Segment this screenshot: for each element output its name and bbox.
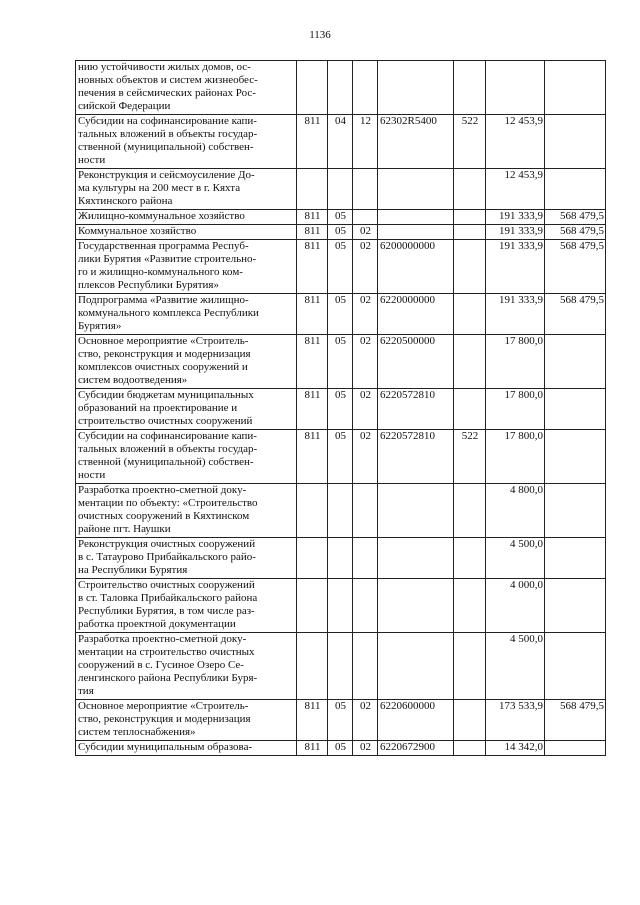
row-vr-code-cell <box>454 240 486 294</box>
row-vr-code-cell <box>454 389 486 430</box>
row-amount-2-cell <box>545 484 606 538</box>
row-name-cell: нию устойчивости жилых домов, ос- новных объектов и систем жизнеобес- печения в сейсмических районах Рос- сийской Федерации <box>76 61 297 115</box>
row-vr-code-cell <box>454 579 486 633</box>
row-amount-2-cell: 568 479,5 <box>545 225 606 240</box>
row-cs-code-cell <box>378 225 454 240</box>
row-name-cell: Субсидии муниципальным образова- <box>76 741 297 756</box>
row-amount-2-cell <box>545 579 606 633</box>
row-pr-code-cell: 02 <box>353 389 378 430</box>
row-amount-2-cell <box>545 430 606 484</box>
row-rz-code-cell: 05 <box>328 741 353 756</box>
row-pr-code-cell: 02 <box>353 294 378 335</box>
table-row <box>76 633 606 700</box>
row-cs-code-cell: 6220572810 <box>378 430 454 484</box>
row-name-cell: Основное мероприятие «Строитель- ство, реконструкция и модернизация систем теплоснабжения» <box>76 700 297 741</box>
row-amount-1-cell: 173 533,9 <box>486 700 545 741</box>
row-amount-2-cell <box>545 169 606 210</box>
row-name-cell: Реконструкция очистных сооружений в с. Татаурово Прибайкальского райо- на Республики Бурятия <box>76 538 297 579</box>
row-vr-code-cell <box>454 633 486 700</box>
row-rz-code-cell <box>328 538 353 579</box>
row-rz-code-cell <box>328 484 353 538</box>
table-row <box>76 294 606 335</box>
row-cs-code-cell <box>378 538 454 579</box>
row-pr-code-cell: 02 <box>353 430 378 484</box>
row-name-cell: Субсидии бюджетам муниципальных образований на проектирование и строительство очистных сооружений <box>76 389 297 430</box>
row-pr-code-cell: 02 <box>353 335 378 389</box>
row-amount-2-cell: 568 479,5 <box>545 294 606 335</box>
row-amount-1-cell: 17 800,0 <box>486 430 545 484</box>
row-pr-code-cell: 12 <box>353 115 378 169</box>
row-name-cell: Государственная программа Респуб- лики Бурятия «Развитие строительно- го и жилищно-коммунального ком- плексов Республики Бурятия» <box>76 240 297 294</box>
row-amount-1-cell: 191 333,9 <box>486 225 545 240</box>
row-rz-code-cell: 04 <box>328 115 353 169</box>
row-vr-code-cell <box>454 538 486 579</box>
row-vr-code-cell <box>454 294 486 335</box>
row-cs-code-cell <box>378 484 454 538</box>
table-row <box>76 700 606 741</box>
row-cs-code-cell <box>378 169 454 210</box>
row-gr-code-cell: 811 <box>297 430 328 484</box>
row-name-cell: Коммунальное хозяйство <box>76 225 297 240</box>
table-row <box>76 484 606 538</box>
row-amount-1-cell <box>486 61 545 115</box>
row-name-cell: Разработка проектно-сметной доку- ментации на строительство очистных сооружений в с. Гусиное Озеро Се- ленгинского района Республики Буря- тия <box>76 633 297 700</box>
row-rz-code-cell <box>328 169 353 210</box>
row-amount-1-cell: 4 500,0 <box>486 633 545 700</box>
row-amount-2-cell <box>545 61 606 115</box>
row-vr-code-cell <box>454 335 486 389</box>
row-rz-code-cell <box>328 633 353 700</box>
row-pr-code-cell: 02 <box>353 700 378 741</box>
row-cs-code-cell: 6220600000 <box>378 700 454 741</box>
row-name-cell: Реконструкция и сейсмоусиление До- ма культуры на 200 мест в г. Кяхта Кяхтинского района <box>76 169 297 210</box>
row-name-cell: Субсидии на софинансирование капи- тальных вложений в объекты государ- ственной (муниципальной) собствен- ности <box>76 115 297 169</box>
page-number: 1136 <box>309 29 331 41</box>
row-name-cell: Строительство очистных сооружений в ст. Таловка Прибайкальского района Республики Бурятия, в том числе раз- работка проектной документации <box>76 579 297 633</box>
row-amount-1-cell: 191 333,9 <box>486 294 545 335</box>
row-gr-code-cell <box>297 61 328 115</box>
row-vr-code-cell: 522 <box>454 430 486 484</box>
row-amount-2-cell <box>545 538 606 579</box>
row-cs-code-cell: 6220000000 <box>378 294 454 335</box>
row-name-cell: Разработка проектно-сметной доку- ментации по объекту: «Строительство очистных сооружений в Кяхтинском районе пгт. Наушки <box>76 484 297 538</box>
row-rz-code-cell: 05 <box>328 430 353 484</box>
row-cs-code-cell: 6200000000 <box>378 240 454 294</box>
row-amount-1-cell: 4 500,0 <box>486 538 545 579</box>
row-amount-2-cell <box>545 335 606 389</box>
row-rz-code-cell: 05 <box>328 225 353 240</box>
row-vr-code-cell <box>454 210 486 225</box>
row-cs-code-cell <box>378 61 454 115</box>
budget-table-body <box>76 61 606 756</box>
table-row <box>76 579 606 633</box>
table-row <box>76 115 606 169</box>
row-amount-1-cell: 191 333,9 <box>486 240 545 294</box>
table-row <box>76 335 606 389</box>
row-amount-2-cell: 568 479,5 <box>545 700 606 741</box>
row-pr-code-cell: 02 <box>353 225 378 240</box>
row-cs-code-cell <box>378 633 454 700</box>
row-vr-code-cell <box>454 700 486 741</box>
row-gr-code-cell: 811 <box>297 210 328 225</box>
row-vr-code-cell: 522 <box>454 115 486 169</box>
row-gr-code-cell: 811 <box>297 335 328 389</box>
row-amount-1-cell: 4 800,0 <box>486 484 545 538</box>
row-rz-code-cell <box>328 579 353 633</box>
row-amount-2-cell: 568 479,5 <box>545 210 606 225</box>
row-pr-code-cell: 02 <box>353 741 378 756</box>
row-pr-code-cell <box>353 169 378 210</box>
row-vr-code-cell <box>454 61 486 115</box>
row-rz-code-cell: 05 <box>328 335 353 389</box>
row-cs-code-cell <box>378 579 454 633</box>
row-amount-1-cell: 12 453,9 <box>486 169 545 210</box>
row-name-cell: Основное мероприятие «Строитель- ство, реконструкция и модернизация комплексов очистных сооружений и систем водоотведения» <box>76 335 297 389</box>
row-gr-code-cell <box>297 484 328 538</box>
row-gr-code-cell: 811 <box>297 115 328 169</box>
row-name-cell: Жилищно-коммунальное хозяйство <box>76 210 297 225</box>
row-pr-code-cell <box>353 210 378 225</box>
row-name-cell: Субсидии на софинансирование капи- тальных вложений в объекты государ- ственной (муниципальной) собствен- ности <box>76 430 297 484</box>
row-pr-code-cell <box>353 61 378 115</box>
table-row <box>76 169 606 210</box>
row-rz-code-cell: 05 <box>328 294 353 335</box>
row-rz-code-cell: 05 <box>328 210 353 225</box>
row-amount-1-cell: 17 800,0 <box>486 335 545 389</box>
row-vr-code-cell <box>454 169 486 210</box>
row-amount-2-cell <box>545 115 606 169</box>
row-gr-code-cell <box>297 538 328 579</box>
row-gr-code-cell: 811 <box>297 294 328 335</box>
row-gr-code-cell: 811 <box>297 741 328 756</box>
row-pr-code-cell <box>353 633 378 700</box>
row-rz-code-cell: 05 <box>328 389 353 430</box>
table-row <box>76 61 606 115</box>
row-name-cell: Подпрограмма «Развитие жилищно- коммунального комплекса Республики Бурятия» <box>76 294 297 335</box>
table-row <box>76 225 606 240</box>
table-row <box>76 430 606 484</box>
row-rz-code-cell: 05 <box>328 700 353 741</box>
table-row <box>76 389 606 430</box>
table-row <box>76 538 606 579</box>
row-pr-code-cell <box>353 579 378 633</box>
row-amount-2-cell <box>545 389 606 430</box>
row-rz-code-cell: 05 <box>328 240 353 294</box>
row-amount-2-cell <box>545 741 606 756</box>
row-gr-code-cell: 811 <box>297 225 328 240</box>
row-pr-code-cell <box>353 538 378 579</box>
row-cs-code-cell <box>378 210 454 225</box>
row-cs-code-cell: 6220500000 <box>378 335 454 389</box>
row-gr-code-cell <box>297 169 328 210</box>
row-cs-code-cell: 6220672900 <box>378 741 454 756</box>
row-gr-code-cell: 811 <box>297 240 328 294</box>
table-row <box>76 240 606 294</box>
row-pr-code-cell <box>353 484 378 538</box>
row-rz-code-cell <box>328 61 353 115</box>
row-cs-code-cell: 6220572810 <box>378 389 454 430</box>
row-gr-code-cell: 811 <box>297 700 328 741</box>
row-vr-code-cell <box>454 225 486 240</box>
row-amount-2-cell: 568 479,5 <box>545 240 606 294</box>
row-amount-1-cell: 191 333,9 <box>486 210 545 225</box>
budget-table <box>75 60 606 756</box>
row-amount-1-cell: 14 342,0 <box>486 741 545 756</box>
row-amount-1-cell: 12 453,9 <box>486 115 545 169</box>
row-amount-1-cell: 4 000,0 <box>486 579 545 633</box>
row-gr-code-cell: 811 <box>297 389 328 430</box>
row-vr-code-cell <box>454 484 486 538</box>
table-row <box>76 741 606 756</box>
row-amount-1-cell: 17 800,0 <box>486 389 545 430</box>
row-gr-code-cell <box>297 579 328 633</box>
row-pr-code-cell: 02 <box>353 240 378 294</box>
row-amount-2-cell <box>545 633 606 700</box>
table-row <box>76 210 606 225</box>
row-vr-code-cell <box>454 741 486 756</box>
row-gr-code-cell <box>297 633 328 700</box>
row-cs-code-cell: 62302R5400 <box>378 115 454 169</box>
